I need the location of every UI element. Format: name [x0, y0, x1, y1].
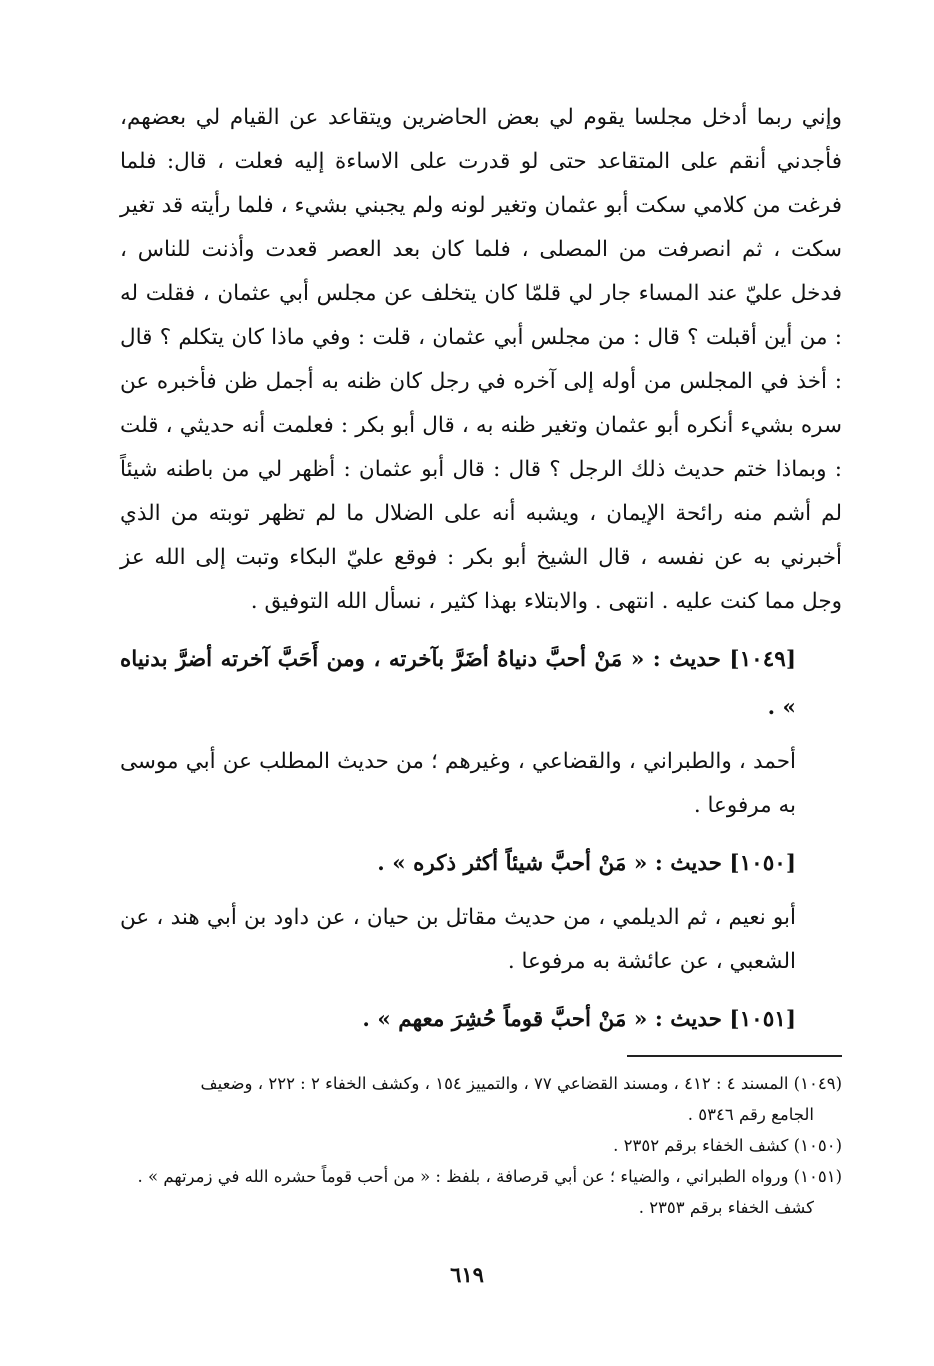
main-text: [120, 96, 842, 1044]
footnote-line: (١٠٥١) ورواه الطبراني ، والضياء ؛ عن أبي قرصافة ، بلفظ : « من أحب قوماً حشره الله في زمرتهم » .: [137, 1167, 842, 1186]
hadith-label: حديث :: [654, 851, 722, 876]
footnote-1051: [120, 1161, 842, 1223]
hadith-number: [١٠٤٩]: [729, 647, 796, 672]
footnote-divider: [627, 1055, 842, 1057]
hadith-number: [١٠٥١]: [729, 1007, 796, 1032]
hadith-text: « مَنْ أحبَّ دنياهُ أضَرَّ بآخرته ، ومن أَحَبَّ آخرته أضرَّ بدنياه » .: [120, 647, 796, 720]
body-paragraph: وإني ربما أدخل مجلسا يقوم لي بعض الحاضرين ويتقاعد عن القيام لي بعضهم، فأجدني أنقم على المتقاعد حتى لو قدرت على الاساءة إليه فعلت ، قال: فلما فرغت من كلامي سكت أبو عثمان وتغير لونه ولم يجبني بشيء ، فلما رأيته قد تغير سكت ، ثم انصرفت من المصلى ، فلما كان بعد العصر قعدت وأذنت للناس ، فدخل عليّ عند المساء جار لي قلمّا كان يتخلف عن مجلس أبي عثمان ، فقلت له : من أين أقبلت ؟ قال : من مجلس أبي عثمان ، قلت : وفي ماذا كان يتكلم ؟ قال : أخذ في المجلس من أوله إلى آخره في رجل كان ظنه به أجمل ظن فأخبره عن سره بشيء أنكره أبو عثمان وتغير ظنه به ، قال أبو بكر : فعلمت أنه حديثي ، قلت : وبماذا ختم حديث ذلك الرجل ؟ قال : قال أبو عثمان : أظهر لي من باطنه شيئاً لم أشم منه رائحة الإيمان ، ويشبه أنه على الضلال ما لم تظهر توبته من الذي أخبرني به عن نفسه ، قال الشيخ أبو بكر : فوقع عليّ البكاء وتبت إلى الله عز وجل مما كنت عليه . انتهى . والابتلاء بهذا كثير ، نسأل الله التوفيق .: [120, 105, 842, 614]
footnote-line: (١٠٤٩) المسند ٤ : ٤١٢ ، ومسند القضاعي ٧٧ ، والتمييز ١٥٤ ، وكشف الخفاء ٢ : ٢٢٢ ، وضعيف: [200, 1074, 842, 1093]
hadith-label: حديث :: [652, 647, 721, 672]
hadith-1050-source: أبو نعيم ، ثم الديلمي ، من حديث مقاتل بن حيان ، عن داود بن أبي هند ، عن الشعبي ، عن عائشة به مرفوعا .: [120, 905, 796, 974]
hadith-1049: [120, 636, 842, 732]
footnote-line: كشف الخفاء برقم ٢٣٥٣ .: [638, 1198, 814, 1217]
footnote-line: (١٠٥٠) كشف الخفاء برقم ٢٣٥٢ .: [613, 1136, 842, 1155]
hadith-number: [١٠٥٠]: [729, 851, 796, 876]
hadith-text: « مَنْ أحبَّ شيئاً أكثر ذكره » .: [377, 851, 648, 876]
footnote-1049: [120, 1068, 842, 1130]
hadith-1051: [120, 996, 842, 1044]
hadith-1050: [120, 840, 842, 888]
hadith-label: حديث :: [654, 1007, 722, 1032]
hadith-text: « مَنْ أحبَّ قوماً حُشِرَ معهم » .: [362, 1007, 648, 1032]
hadith-1049-source: أحمد ، والطبراني ، والقضاعي ، وغيرهم ؛ من حديث المطلب عن أبي موسى به مرفوعا .: [120, 749, 796, 818]
footnotes: [120, 1068, 842, 1223]
page-number: ٦١٩: [450, 1262, 484, 1287]
footnote-line: الجامع رقم ٥٣٤٦ .: [687, 1105, 814, 1124]
footnote-1050: [120, 1130, 842, 1161]
